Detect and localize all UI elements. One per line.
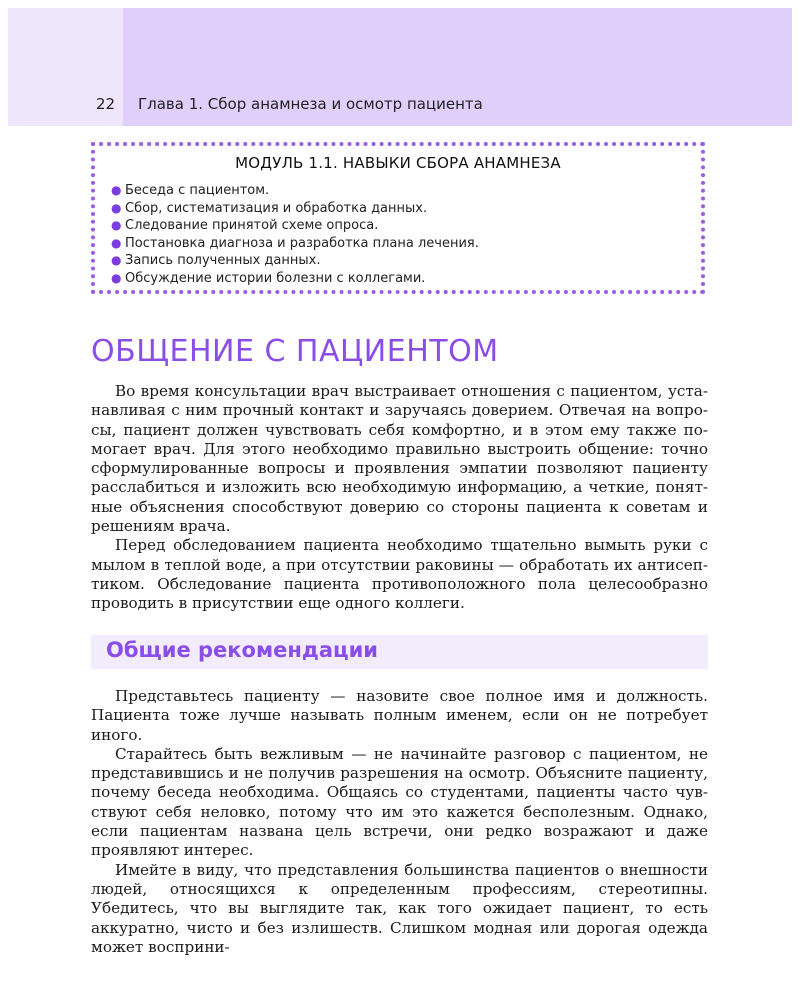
paragraph: Во время консультации врач выстраивает отношения с пациентом, устанавливая с ним прочный контакт и заручаясь доверием. Отвечая на вопросы, пациент должен чувствовать себя комфортно, и в этом ему также помогает врач. Для этого необходимо правильно выстроить общение: точно сформулированные вопросы и проявления эмпатии позволяют пациенту расслабиться и изложить всю необходимую информацию, а четкие, понятные объяснения способствуют доверию со стороны пациента к советам и решениям врача. xyxy=(91,382,708,536)
list-item-text: Беседа с пациентом. xyxy=(125,183,270,198)
module-list xyxy=(109,182,479,288)
bullet-icon: ● xyxy=(111,253,122,268)
list-item-text: Следование принятой схеме опроса. xyxy=(125,218,379,234)
bullet-icon: ● xyxy=(111,183,122,197)
module-box xyxy=(91,142,705,294)
section-title: ОБЩЕНИЕ С ПАЦИЕНТОМ xyxy=(91,334,499,369)
paragraph: Представьтесь пациенту — назовите свое полное имя и должность. Пациента тоже лучше называть полным именем, если он не потребует иного. xyxy=(91,687,708,744)
paragraph: Имейте в виду, что представления большинства пациентов о внешности людей, относящихся к определенным профессиям, стереотипны. Убедитесь, что вы выглядите так, как того ожидает пациент, то есть аккуратно, чисто и без излишеств. Слишком модная или дорогая одежда может восприни- xyxy=(91,860,708,956)
list-item-text: Запись полученных данных. xyxy=(125,253,321,269)
list-item-text: Обсуждение истории болезни с коллегами. xyxy=(125,270,426,286)
list-item xyxy=(109,270,479,288)
subsection-body xyxy=(91,687,708,957)
bullet-icon: ● xyxy=(111,270,122,285)
paragraph: Перед обследованием пациента необходимо тщательно вымыть руки с мылом в теплой воде, а при отсутствии раковины — обработать их антисептиком. Обследование пациента противоположного пола целесообразно проводить в присутствии еще одного коллеги. xyxy=(91,536,708,613)
module-title: МОДУЛЬ 1.1. НАВЫКИ СБОРА АНАМНЕЗА xyxy=(235,154,561,172)
list-item xyxy=(109,217,479,235)
list-item xyxy=(109,252,479,270)
list-item-text: Постановка диагноза и разработка плана лечения. xyxy=(125,235,479,251)
bullet-icon: ● xyxy=(111,235,122,250)
list-item xyxy=(109,182,479,200)
list-item xyxy=(109,200,479,218)
bullet-icon: ● xyxy=(111,200,122,215)
running-title: Глава 1. Сбор анамнеза и осмотр пациента xyxy=(138,95,483,113)
section-body xyxy=(91,382,708,614)
list-item-text: Сбор, систематизация и обработка данных. xyxy=(125,200,428,216)
page-number: 22 xyxy=(96,95,116,113)
list-item xyxy=(109,235,479,253)
paragraph: Старайтесь быть вежливым — не начинайте разговор с пациентом, не представившись и не получив разрешения на осмотр. Объясните пациенту, почему беседа необходима. Общаясь со студентами, пациенты часто чувствуют себя неловко, потому что им это кажется бесполезным. Однако, если пациентам названа цель встречи, они редко возражают и даже проявляют интерес. xyxy=(91,744,708,860)
bullet-icon: ● xyxy=(111,218,122,233)
subsection-title: Общие рекомендации xyxy=(106,638,378,662)
